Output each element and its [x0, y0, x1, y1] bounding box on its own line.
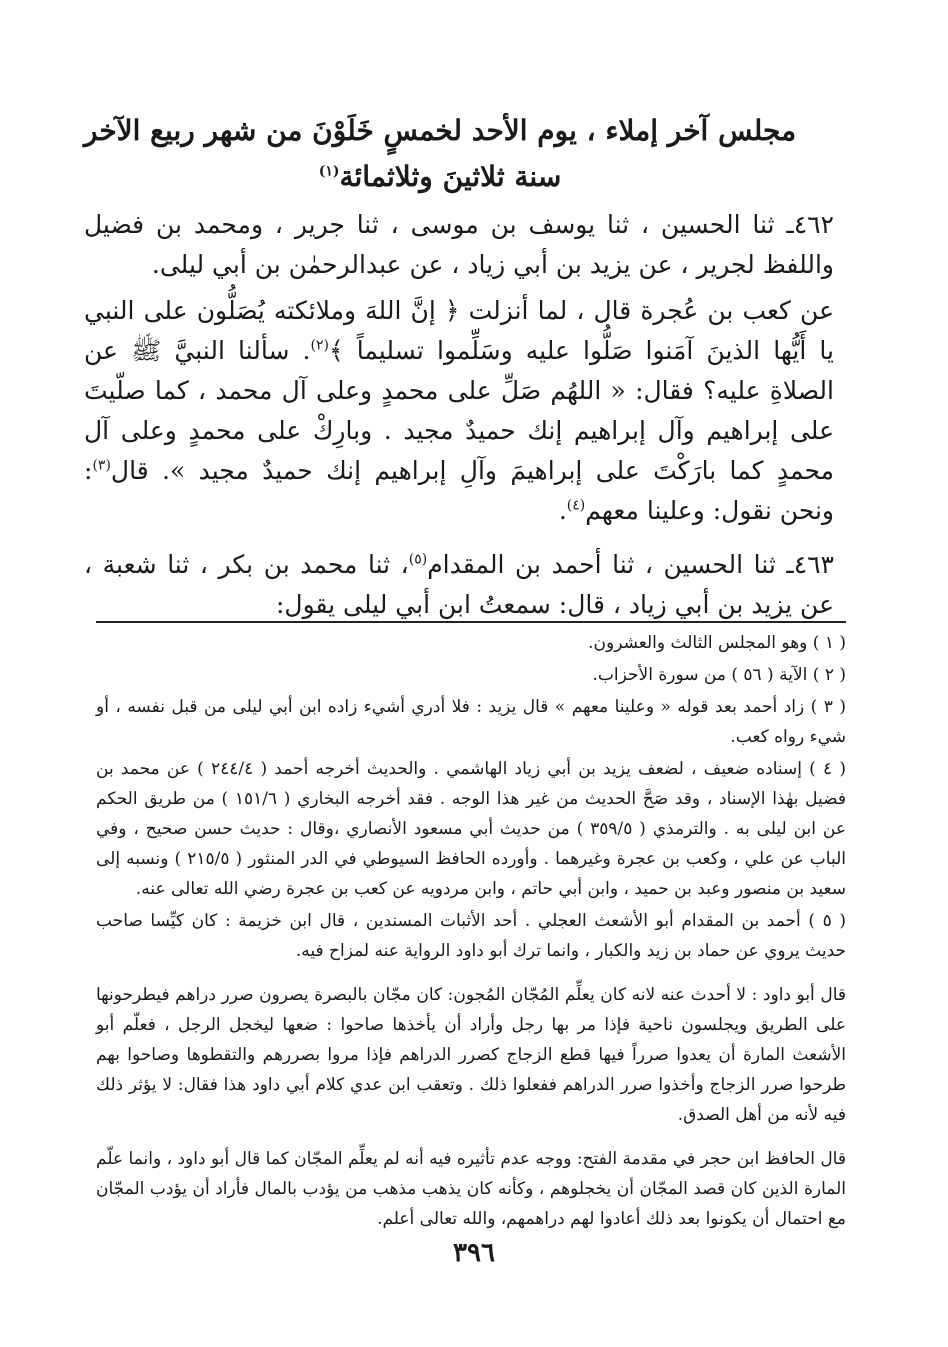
heading-line-2	[60, 154, 820, 200]
hadith-462-text-end: .	[558, 496, 567, 525]
footnote-divider	[96, 621, 846, 623]
hadith-462-text	[84, 291, 834, 531]
hadith-463-part-1: ٤٦٣ـ ثنا الحسين ، ثنا أحمد بن المقدام	[427, 550, 834, 579]
footnote-ref-3: (٣)	[92, 457, 111, 474]
hadith-462-chain: ٤٦٢ـ ثنا الحسين ، ثنا يوسف بن موسى ، ثنا جرير ، ومحمد بن فضيل واللفظ لجرير ، عن يزيد بن أبي زياد ، عن عبدالرحمٰن بن أبي ليلى.	[84, 210, 834, 279]
heading-line-2-text: سنة ثلاثينَ وثلاثمائة	[339, 160, 562, 193]
footnotes	[96, 628, 846, 1236]
footnote-2: ( ٢ ) الآية ( ٥٦ ) من سورة الأحزاب.	[592, 665, 846, 685]
hadith-463-chain	[84, 545, 834, 625]
hadith-462-text-part-1: عن كعب بن عُجرة قال ، لما أنزلت ﴿ إنَّ اللهَ وملائكته يُصَلُّون على النبي يا أَيُّها الذينَ آمَنوا صَلُّوا عليه وسَلِّموا تسليماً ﴾	[84, 296, 834, 365]
page-number: ٣٩٦	[453, 1238, 495, 1268]
session-heading	[60, 108, 820, 200]
footnote-1: ( ١ ) وهو المجلس الثالث والعشرون.	[588, 633, 846, 653]
footnote-3: ( ٣ ) زاد أحمد بعد قوله « وعلينا معهم » قال يزيد : فلا أدري أشيء زاده ابن أبي ليلى من قبل نفسه ، أو شيء رواه كعب.	[96, 697, 846, 747]
footnote-4: ( ٤ ) إسناده ضعيف ، لضعف يزيد بن أبي زياد الهاشمي . والحديث أخرجه أحمد ( ٢٤٤/٤ ) عن محمد بن فضيل بهٰذا الإسناد ، وقد صَحَّ الحديث من غير هذا الوجه . فقد أخرجه البخاري ( ١٥١/٦ ) من طريق الحكم عن ابن ليلى به . والترمذي ( ٣٥٩/٥ ) من حديث أبي مسعود الأنصاري ،وقال : حديث حسن صحيح ، وفي الباب عن علي ، وكعب بن عجرة وغيرهما . وأورده الحافظ السيوطي في الدر المنثور ( ٢١٥/٥ ) ونسبه إلى سعيد بن منصور وعبد بن حميد ، وابن أبي حاتم ، وابن مردويه عن كعب بن عجرة رضي الله تعالى عنه.	[96, 759, 846, 899]
main-text	[84, 205, 834, 631]
footnote-ref-2: (٢)	[310, 337, 329, 354]
footnote-ref-5: (٥)	[408, 551, 428, 568]
heading-footnote-ref: (١)	[318, 163, 340, 180]
footnote-5: ( ٥ ) أحمد بن المقدام أبو الأشعث العجلي . أحد الأثبات المسندين ، قال ابن خزيمة : كان كيِّسا صاحب حديث يروي عن حماد بن زيد والكبار ، وانما ترك أبو داود الرواية عنه لمزاح فيه.	[96, 911, 846, 961]
hadith-462-text-part-2: . سألنا النبيَّ ﷺ عن الصلاةِ عليه؟ فقال: « اللهُم صَلِّ على محمدٍ وعلى آل محمد ، كما صلّيتَ على إبراهيم وآل إبراهيم إنك حميدٌ مجيد . وبارِكْ على محمدٍ وعلى آل محمدٍ كما بارَكْتَ على إبراهيمَ وآلِ إبراهيم إنك حميدٌ مجيد ». قال	[84, 336, 834, 485]
footnote-5-continued-2: قال الحافظ ابن حجر في مقدمة الفتح: ووجه عدم تأثيره فيه أنه لم يعلِّم المجّان كما قال أبو داود ، وانما علّم المارة الذين كان قصد المجّان أن يخجلوهم ، وكأنه كان يذهب مذهب من يؤدب بالمال فأراد أن يؤدب المجّان مع احتمال أن يكونوا بعد ذلك أعادوا لهم دراهمهم، والله تعالى أعلم.	[96, 1149, 846, 1229]
hadith-463-part-2: ، ثنا محمد بن بكر ، ثنا شعبة ، عن يزيد بن أبي زياد ، قال: سمعتُ ابن أبي ليلى يقول:	[84, 550, 834, 619]
footnote-ref-4: (٤)	[566, 497, 586, 514]
heading-line-1: مجلس آخر إملاء ، يوم الأحد لخمسٍ خَلَوْنَ من شهر ربيع الآخر	[83, 114, 797, 147]
hadith-462-text-part-3: : ونحن نقول: وعلينا معهم	[84, 456, 834, 525]
footnote-5-continued-1: قال أبو داود : لا أحدث عنه لانه كان يعلِّم المُجّان المُجون: كان مجّان بالبصرة يصرون صرر دراهم فيطرحونها على الطريق ويجلسون ناحية فإذا مر بها رجل وأراد أن يأخذها صاحوا : ضعها ليخجل الرجل ، فعلّم أبو الأشعث المارة أن يعدوا صرراً فيها قطع الزجاج كصرر الدراهم فإذا مروا بصررهم والتقطوها وصاحوا بهم طرحوا صرر الزجاج وأخذوا صرر الدراهم ففعلوا ذلك . وتعقب ابن عدي كلام أبي داود هذا فقال: لا يؤثر ذلك فيه لأنه من أهل الصدق.	[96, 985, 846, 1125]
